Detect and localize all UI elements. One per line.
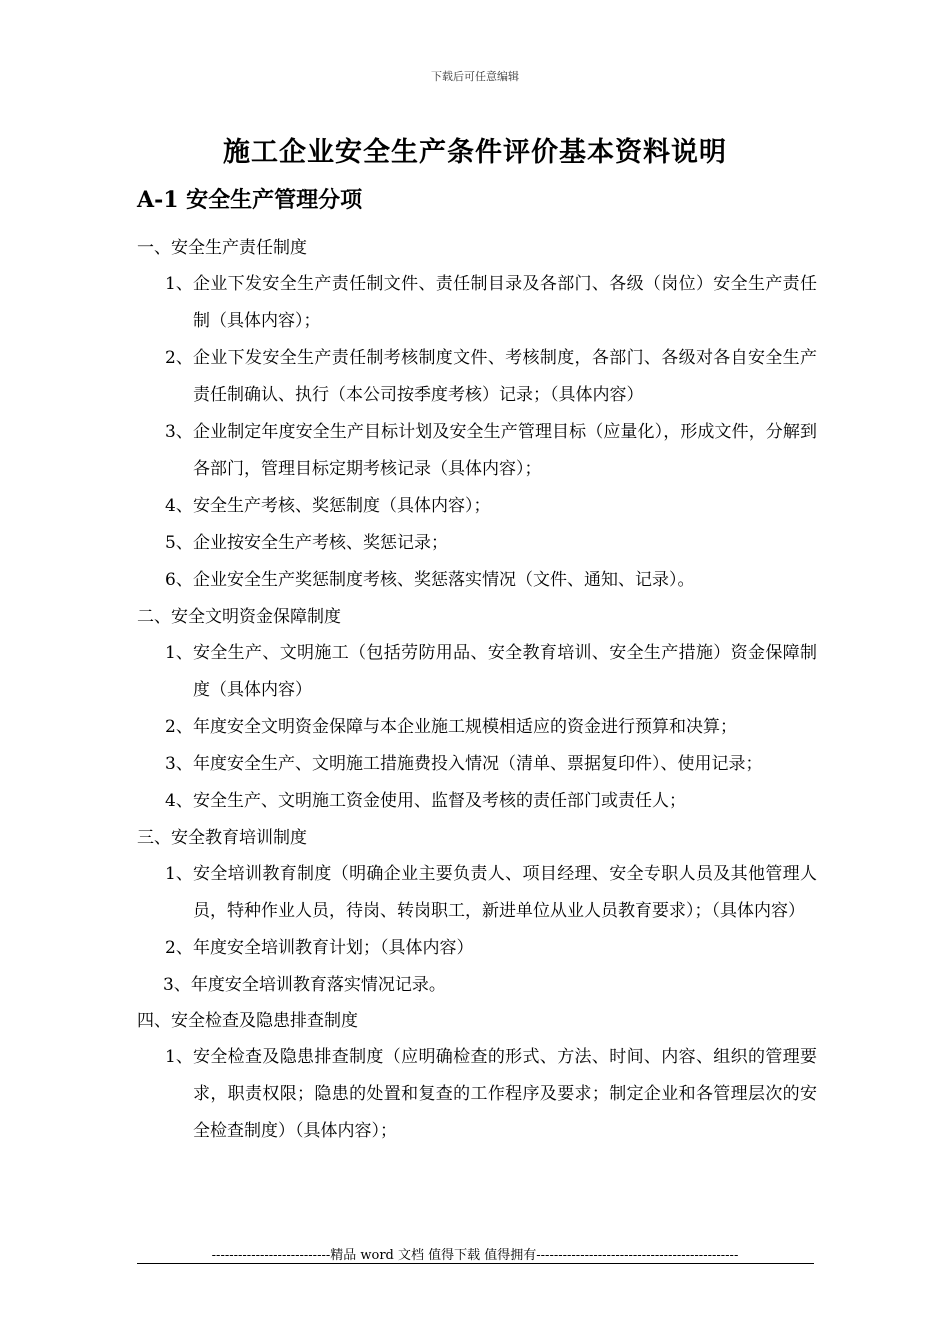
list-item [137, 1039, 817, 1150]
item-number: 1、 [165, 1047, 193, 1067]
list-item-plain: 3、年度安全培训教育落实情况记录。 [163, 975, 446, 995]
item-number: 3、 [165, 422, 193, 442]
group-heading: 三、安全教育培训制度 [137, 828, 307, 848]
item-number: 1、 [165, 274, 193, 294]
document-title: 施工企业安全生产条件评价基本资料说明 [223, 137, 727, 168]
header-note: 下载后可任意编辑 [431, 70, 519, 83]
item-text: 安全生产考核、奖惩制度（具体内容）； [193, 496, 491, 516]
list-item [137, 562, 817, 599]
document-body [137, 230, 817, 1150]
list-item [137, 340, 817, 414]
item-number: 1、 [165, 864, 193, 884]
item-text: 年度安全文明资金保障与本企业施工规模相适应的资金进行预算和决算； [193, 717, 737, 737]
item-text: 企业下发安全生产责任制考核制度文件、考核制度，各部门、各级对各自安全生产责任制确认、执行（本公司按季度考核）记录；（具体内容） [193, 348, 817, 405]
list-item [137, 709, 817, 746]
item-text: 安全生产、文明施工（包括劳防用品、安全教育培训、安全生产措施）资金保障制度（具体内容） [193, 643, 817, 700]
list-item [137, 488, 817, 525]
group-heading: 四、安全检查及隐患排查制度 [137, 1011, 358, 1031]
item-number: 4、 [165, 791, 193, 811]
group-heading: 一、安全生产责任制度 [137, 238, 307, 258]
item-text: 企业制定年度安全生产目标计划及安全生产管理目标（应量化），形成文件，分解到各部门，管理目标定期考核记录（具体内容）； [193, 422, 817, 479]
list-item [137, 930, 817, 967]
item-number: 3、 [165, 754, 193, 774]
item-number: 2、 [165, 938, 193, 958]
group-heading: 二、安全文明资金保障制度 [137, 607, 341, 627]
list-item [137, 414, 817, 488]
item-number: 2、 [165, 717, 193, 737]
footer-divider [137, 1263, 814, 1264]
list-item [137, 266, 817, 340]
item-number: 2、 [165, 348, 193, 368]
footer-note: ---------------------------精品 word 文档 值得下载 值得拥有---------------------------------------------- [211, 1248, 739, 1263]
list-item [137, 783, 817, 820]
item-text: 年度安全生产、文明施工措施费投入情况（清单、票据复印件）、使用记录； [193, 754, 763, 774]
item-number: 4、 [165, 496, 193, 516]
item-number: 1、 [165, 643, 193, 663]
item-text: 安全生产、文明施工资金使用、监督及考核的责任部门或责任人； [193, 791, 686, 811]
list-item [137, 746, 817, 783]
item-text: 企业下发安全生产责任制文件、责任制目录及各部门、各级（岗位）安全生产责任制（具体内容）； [193, 274, 817, 331]
item-text: 企业按安全生产考核、奖惩记录； [193, 533, 448, 553]
item-text: 年度安全培训教育计划；（具体内容） [193, 938, 474, 958]
section-title: A-1 安全生产管理分项 [137, 187, 363, 213]
item-text: 安全检查及隐患排查制度（应明确检查的形式、方法、时间、内容、组织的管理要求，职责权限；隐患的处置和复查的工作程序及要求；制定企业和各管理层次的安全检查制度）（具体内容）； [193, 1047, 817, 1141]
item-text: 企业安全生产奖惩制度考核、奖惩落实情况（文件、通知、记录）。 [193, 570, 695, 590]
list-item [137, 635, 817, 709]
item-text: 安全培训教育制度（明确企业主要负责人、项目经理、安全专职人员及其他管理人员，特种作业人员，待岗、转岗职工，新进单位从业人员教育要求）；（具体内容） [193, 864, 817, 921]
item-number: 6、 [165, 570, 193, 590]
list-item [137, 856, 817, 930]
item-number: 5、 [165, 533, 193, 553]
list-item [137, 525, 817, 562]
